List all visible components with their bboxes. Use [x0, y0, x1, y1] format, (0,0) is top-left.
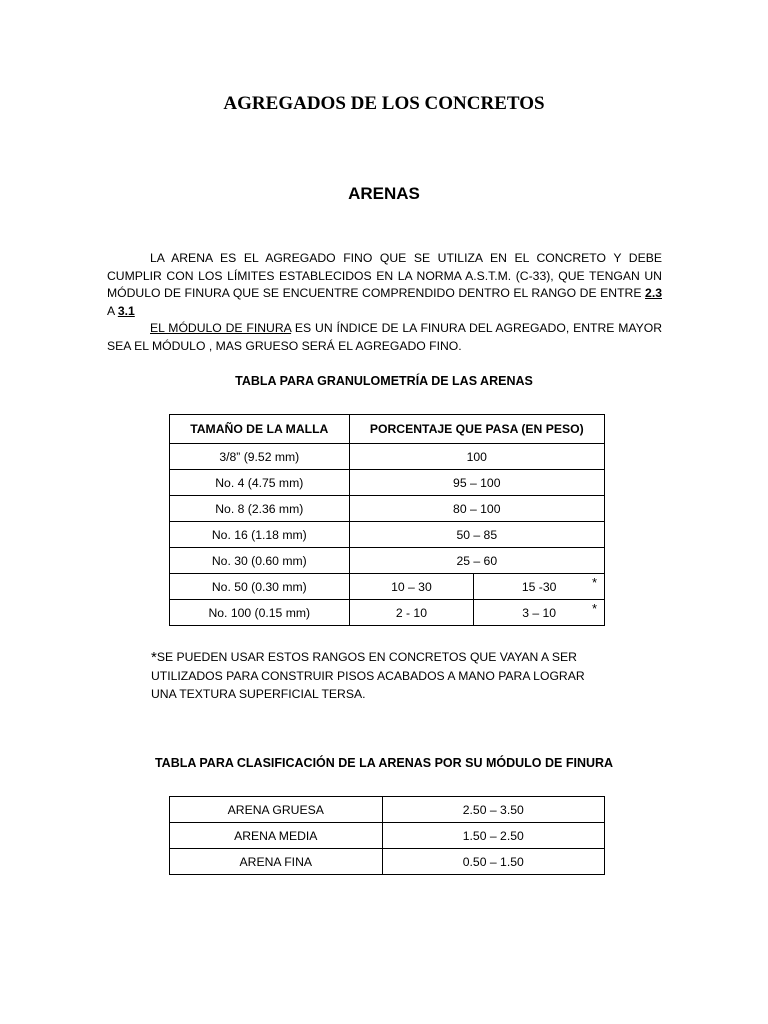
mesh-size-cell: No. 100 (0.15 mm)	[170, 600, 350, 626]
paragraph-2-text: ES UN ÍNDICE DE LA FINURA DEL AGREGADO, ENTRE MAYOR SEA EL MÓDULO , MAS GRUESO SERÁ EL AGREGADO FINO.	[107, 321, 662, 353]
percent-cell: 95 – 100	[349, 470, 604, 496]
table-row	[170, 797, 605, 823]
table-header-row	[170, 415, 605, 444]
mesh-size-cell: No. 4 (4.75 mm)	[170, 470, 350, 496]
mesh-size-cell: No. 8 (2.36 mm)	[170, 496, 350, 522]
alt-percent-cell	[474, 574, 605, 600]
sand-type-cell: ARENA GRUESA	[170, 797, 383, 823]
percent-cell: 50 – 85	[349, 522, 604, 548]
classification-table-title: TABLA PARA CLASIFICACIÓN DE LA ARENAS POR SU MÓDULO DE FINURA	[154, 756, 614, 770]
modulus-range-cell: 1.50 – 2.50	[382, 823, 604, 849]
table-row	[170, 823, 605, 849]
header-percent-passing: PORCENTAJE QUE PASA (EN PESO)	[349, 415, 604, 444]
asterisk-mark: *	[591, 601, 597, 616]
mesh-size-cell: No. 16 (1.18 mm)	[170, 522, 350, 548]
table-row	[170, 444, 605, 470]
document-title: AGREGADOS DE LOS CONCRETOS	[223, 93, 545, 114]
alt-percent-cell	[474, 600, 605, 626]
table-row	[170, 496, 605, 522]
table-row	[170, 470, 605, 496]
range-connector: A	[107, 303, 118, 318]
percent-cell: 2 - 10	[349, 600, 474, 626]
percent-cell: 10 – 30	[349, 574, 474, 600]
table-row	[170, 849, 605, 875]
fineness-modulus-term: EL MÓDULO DE FINURA	[150, 321, 292, 335]
paragraph-1	[107, 250, 662, 320]
paragraph-2	[107, 320, 662, 355]
mesh-size-cell: 3/8” (9.52 mm)	[170, 444, 350, 470]
footnote-asterisk: *	[151, 649, 157, 666]
alt-percent-value: 3 – 10	[522, 605, 557, 620]
section-title: ARENAS	[348, 184, 420, 203]
sand-type-cell: ARENA FINA	[170, 849, 383, 875]
range-max: 3.1	[117, 303, 135, 318]
range-min: 2.3	[645, 286, 662, 300]
table-row	[170, 522, 605, 548]
table-row	[170, 574, 605, 600]
mesh-size-cell: No. 30 (0.60 mm)	[170, 548, 350, 574]
paragraph-1-text: LA ARENA ES EL AGREGADO FINO QUE SE UTILIZA EN EL CONCRETO Y DEBE CUMPLIR CON LOS LÍMITES ESTABLECIDOS EN LA NORMA A.S.T.M. (C-33), QUE TENGAN UN MÓDULO DE FINURA QUE SE ENCUENTRE COMPRENDIDO DENTRO EL RANGO DE ENTRE	[107, 251, 662, 300]
modulus-range-cell: 2.50 – 3.50	[382, 797, 604, 823]
classification-table	[169, 796, 605, 875]
sand-type-cell: ARENA MEDIA	[170, 823, 383, 849]
percent-cell: 25 – 60	[349, 548, 604, 574]
table-row	[170, 548, 605, 574]
mesh-size-cell: No. 50 (0.30 mm)	[170, 574, 350, 600]
alt-percent-value: 15 -30	[521, 579, 557, 594]
table-row	[170, 600, 605, 626]
modulus-range-cell: 0.50 – 1.50	[382, 849, 604, 875]
header-mesh-size: TAMAÑO DE LA MALLA	[170, 415, 350, 444]
granulometry-table	[169, 414, 605, 626]
body-text	[107, 250, 662, 355]
asterisk-mark: *	[591, 575, 597, 590]
percent-cell: 80 – 100	[349, 496, 604, 522]
percent-cell: 100	[349, 444, 604, 470]
footnote-text: SE PUEDEN USAR ESTOS RANGOS EN CONCRETOS QUE VAYAN A SER UTILIZADOS PARA CONSTRUIR PISOS ACABADOS A MANO PARA LOGRAR UNA TEXTURA SUPERFICIAL TERSA.	[151, 650, 585, 701]
granulometry-table-title: TABLA PARA GRANULOMETRÍA DE LAS ARENAS	[235, 374, 533, 388]
footnote	[151, 648, 591, 703]
